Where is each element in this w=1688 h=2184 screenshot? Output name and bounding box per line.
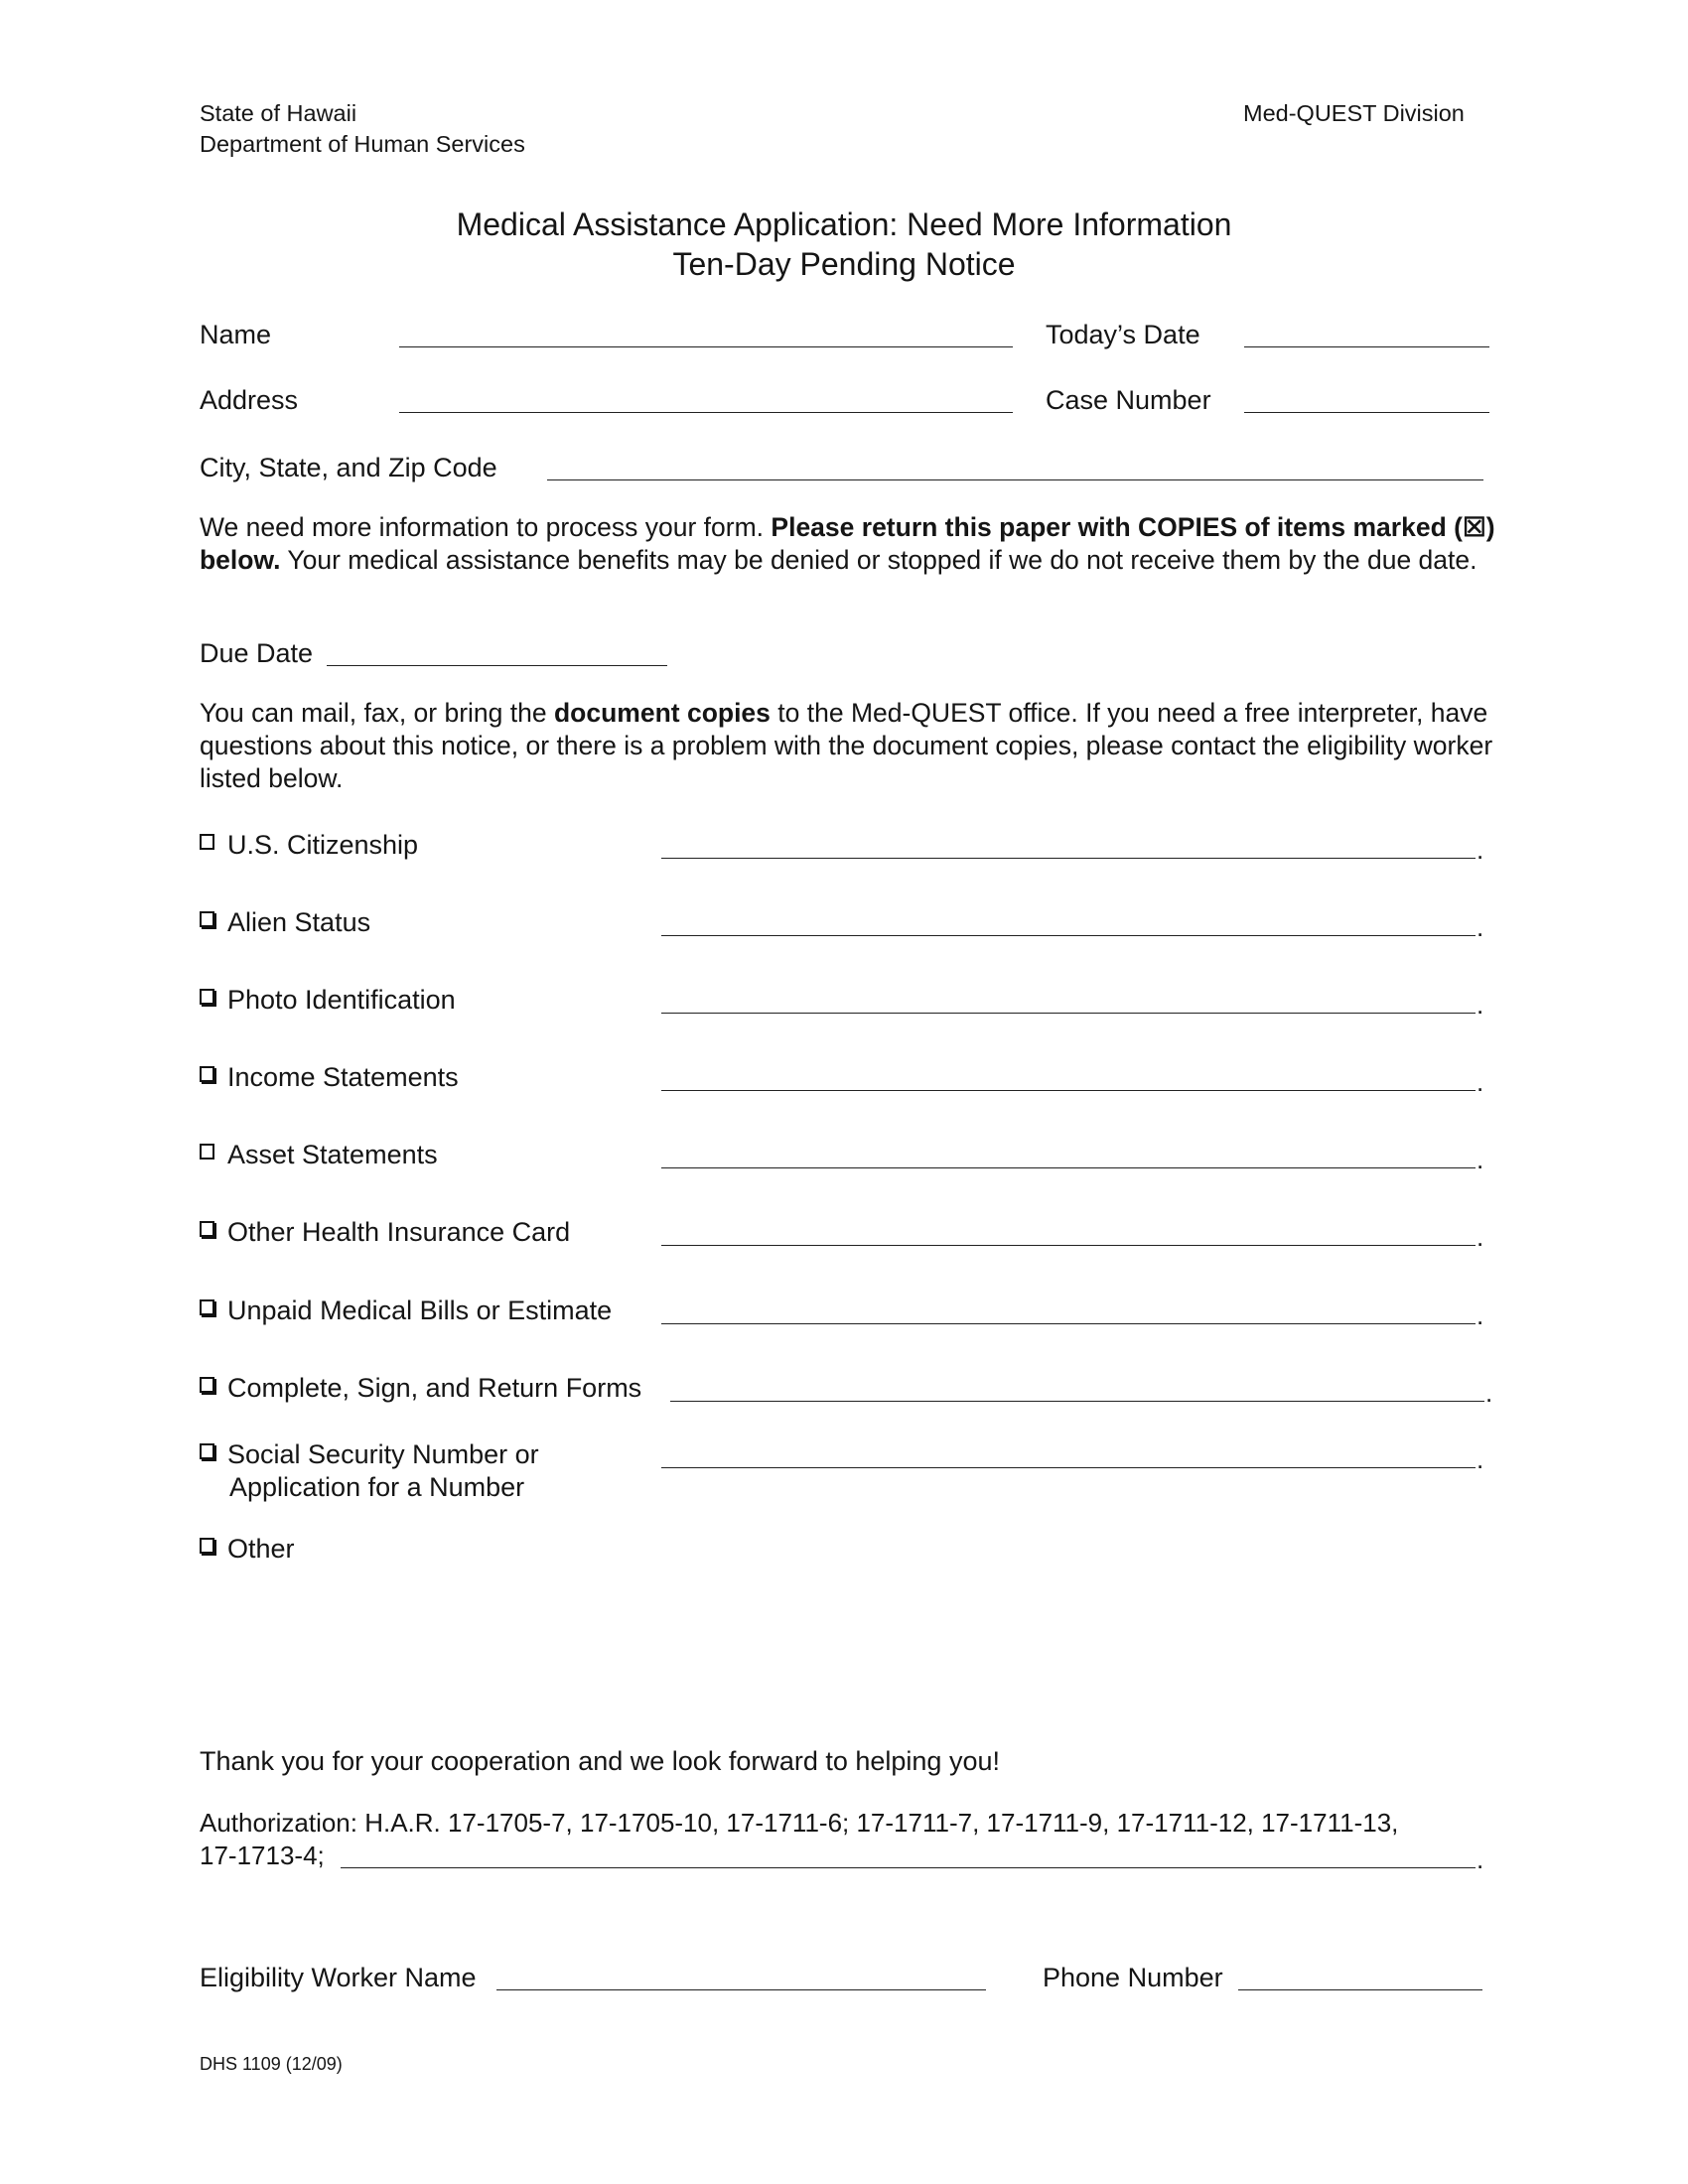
checkbox-other[interactable] xyxy=(200,1538,214,1554)
department-name: Department of Human Services xyxy=(200,131,525,157)
address-field[interactable] xyxy=(399,412,1013,413)
thank-you-text: Thank you for your cooperation and we look forward to helping you! xyxy=(200,1746,1000,1776)
checklist-item-income-statements: Income Statements xyxy=(227,1062,459,1092)
line-end-period: . xyxy=(1477,1444,1484,1474)
line-end-period: . xyxy=(1477,990,1484,1020)
line-end-period: . xyxy=(1477,835,1484,865)
todays-date-field[interactable] xyxy=(1244,346,1489,347)
checkbox-unpaid-medical-bills[interactable] xyxy=(200,1299,214,1315)
checklist-item-other-health-insurance-card: Other Health Insurance Card xyxy=(227,1217,571,1247)
other-health-insurance-card-line[interactable] xyxy=(661,1245,1476,1246)
authorization-text: Authorization: H.A.R. 17-1705-7, 17-1705-10, 17-1711-6; 17-1711-7, 17-1711-9, 17-1711-12, 17-1711-13, xyxy=(200,1808,1399,1838)
eligibility-worker-field[interactable] xyxy=(496,1989,986,1990)
state-name: State of Hawaii xyxy=(200,100,357,126)
form-id: DHS 1109 (12/09) xyxy=(200,2054,343,2074)
checklist-item-other: Other xyxy=(227,1534,295,1564)
line-end-period: . xyxy=(1477,1300,1484,1330)
checkbox-social-security-number[interactable] xyxy=(200,1443,214,1459)
instructions-paragraph: You can mail, fax, or bring the document copies to the Med-QUEST office. If you need a free interpreter, have questions about this notice, or there is a problem with the document copies, please contact the eligibility worker listed below. xyxy=(200,698,1493,793)
checklist-item-ssn-line2: Application for a Number xyxy=(229,1472,525,1502)
checkbox-complete-sign-return-forms[interactable] xyxy=(200,1377,214,1393)
checklist-item-alien-status: Alien Status xyxy=(227,907,371,937)
checklist-item-unpaid-medical-bills: Unpaid Medical Bills or Estimate xyxy=(227,1296,613,1325)
phone-number-field[interactable] xyxy=(1238,1989,1482,1990)
phone-number-label: Phone Number xyxy=(1043,1963,1223,1992)
unpaid-medical-bills-line[interactable] xyxy=(661,1323,1476,1324)
photo-identification-line[interactable] xyxy=(661,1013,1476,1014)
line-end-period: . xyxy=(1477,1222,1484,1252)
line-end-period: . xyxy=(1485,1378,1493,1408)
alien-status-line[interactable] xyxy=(661,935,1476,936)
line-end-period: . xyxy=(1477,1067,1484,1097)
authorization-line[interactable] xyxy=(341,1867,1476,1868)
name-label: Name xyxy=(200,320,272,349)
eligibility-worker-label: Eligibility Worker Name xyxy=(200,1963,477,1992)
line-end-period: . xyxy=(1477,1145,1484,1174)
checkbox-other-health-insurance-card[interactable] xyxy=(200,1221,214,1237)
division-name: Med-QUEST Division xyxy=(1243,100,1465,126)
asset-statements-line[interactable] xyxy=(661,1167,1476,1168)
checklist-item-asset-statements: Asset Statements xyxy=(227,1140,438,1169)
todays-date-label: Today’s Date xyxy=(1046,320,1200,349)
checklist-item-complete-sign-return-forms: Complete, Sign, and Return Forms xyxy=(227,1373,642,1403)
address-label: Address xyxy=(200,385,299,415)
us-citizenship-line[interactable] xyxy=(661,858,1476,859)
intro-paragraph: We need more information to process your form. Please return this paper with COPIES of items marked (☒) below. Your medical assistance benefits may be denied or stopped if we do not receive them by the due date. xyxy=(200,512,1495,575)
case-number-field[interactable] xyxy=(1244,412,1489,413)
income-statements-line[interactable] xyxy=(661,1090,1476,1091)
due-date-field[interactable] xyxy=(327,665,667,666)
line-end-period: . xyxy=(1477,1844,1484,1874)
line-end-period: . xyxy=(1477,912,1484,942)
complete-sign-return-forms-line[interactable] xyxy=(670,1401,1484,1402)
checkbox-asset-statements[interactable] xyxy=(200,1144,214,1160)
checkbox-alien-status[interactable] xyxy=(200,911,214,927)
social-security-number-line[interactable] xyxy=(661,1467,1476,1468)
name-field[interactable] xyxy=(399,346,1013,347)
case-number-label: Case Number xyxy=(1046,385,1211,415)
form-subtitle: Ten-Day Pending Notice xyxy=(672,246,1016,282)
form-title: Medical Assistance Application: Need More Information xyxy=(456,206,1232,242)
checkbox-us-citizenship[interactable] xyxy=(200,834,214,850)
authorization-text-continued: 17-1713-4; xyxy=(200,1841,325,1870)
city-state-zip-label: City, State, and Zip Code xyxy=(200,453,497,482)
checkbox-photo-identification[interactable] xyxy=(200,989,214,1005)
city-state-zip-field[interactable] xyxy=(547,479,1483,480)
checklist-item-social-security-number: Social Security Number or xyxy=(227,1439,539,1469)
checklist-item-us-citizenship: U.S. Citizenship xyxy=(227,830,419,860)
checkbox-income-statements[interactable] xyxy=(200,1066,214,1082)
checklist-item-photo-identification: Photo Identification xyxy=(227,985,456,1015)
due-date-label: Due Date xyxy=(200,638,314,668)
